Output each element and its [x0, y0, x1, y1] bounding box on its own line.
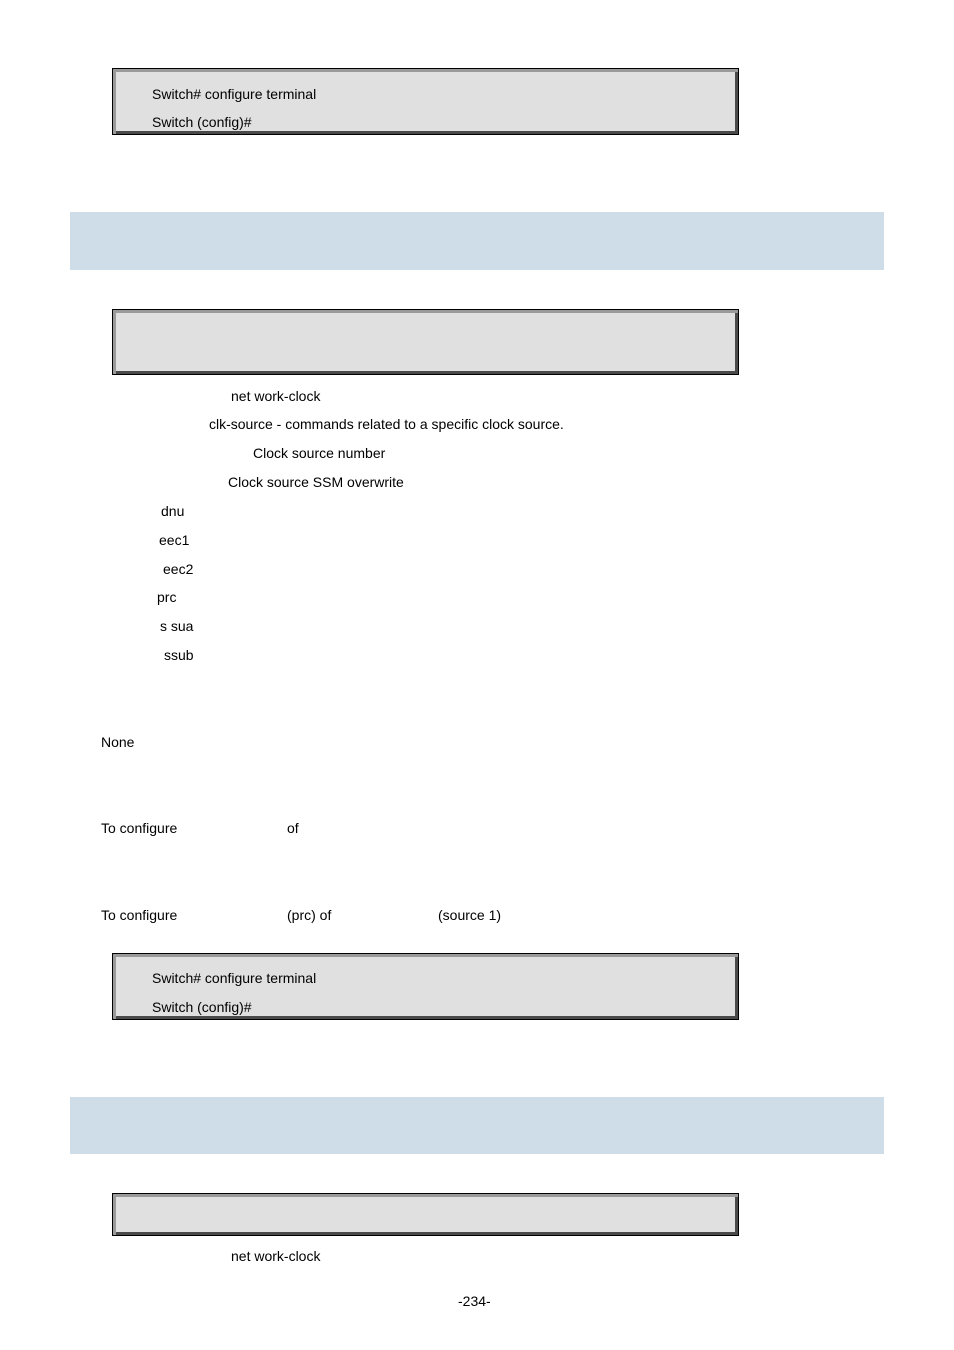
- parameter-option: s sua: [160, 618, 194, 634]
- section-heading-band: [70, 1097, 884, 1154]
- parameter-option: dnu: [161, 503, 185, 519]
- parameter-description: clk-source - commands related to a specific clock source.: [209, 416, 564, 432]
- code-block-1: [112, 68, 739, 135]
- default-value: None: [101, 734, 135, 750]
- usage-text: To configure: [101, 820, 178, 836]
- parameter-option: eec1: [159, 532, 190, 548]
- code-line: Switch (config)#: [152, 114, 252, 130]
- page-number: -234-: [458, 1293, 491, 1309]
- parameter-keyword: net work-clock: [231, 388, 321, 404]
- code-line: Switch# configure terminal: [152, 970, 317, 986]
- parameter-description: Clock source number: [253, 445, 386, 461]
- code-block-2: [112, 953, 739, 1020]
- parameter-option: prc: [157, 589, 177, 605]
- parameter-option: eec2: [163, 561, 194, 577]
- code-line: Switch (config)#: [152, 999, 252, 1015]
- syntax-block-2: [112, 1193, 739, 1236]
- example-text: To configure: [101, 907, 178, 923]
- syntax-block-1: [112, 309, 739, 375]
- example-text: (prc) of: [287, 907, 332, 923]
- parameter-option: ssub: [164, 647, 194, 663]
- parameter-description: Clock source SSM overwrite: [228, 474, 404, 490]
- example-text: (source 1): [438, 907, 502, 923]
- section-heading-band: [70, 212, 884, 270]
- usage-text: of: [287, 820, 299, 836]
- code-line: Switch# configure terminal: [152, 86, 317, 102]
- parameter-keyword: net work-clock: [231, 1248, 321, 1264]
